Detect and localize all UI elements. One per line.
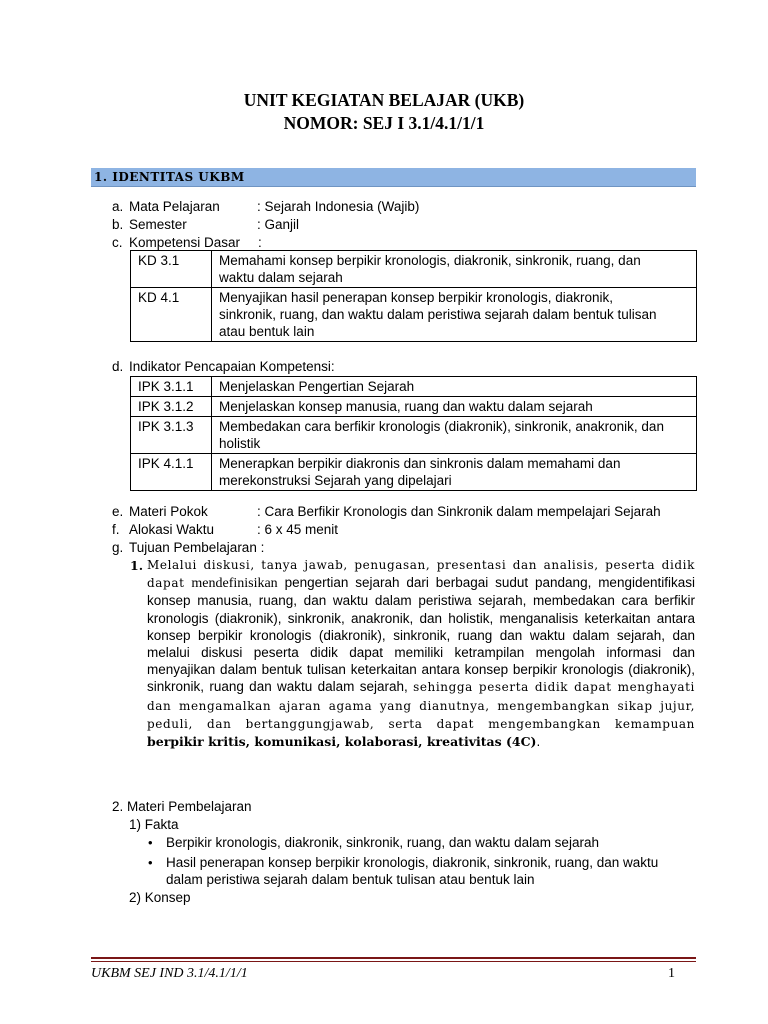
item-marker: g. (112, 540, 124, 555)
document-title: UNIT KEGIATAN BELAJAR (UKB) (243, 90, 525, 110)
subheading-fakta: 1) Fakta (129, 817, 179, 832)
table-row (131, 397, 697, 417)
goal-text-d: sehingga peserta didik dapat menghayati dan mengamalkan ajaran agama yang dianutnya, mengembangkan sikap jujur, peduli, dan bertanggungjawab, serta dapat mengembangkan kemampuan (147, 680, 695, 731)
kd-line: waktu dalam sejarah (219, 270, 343, 285)
table-row (131, 454, 697, 491)
ipk-code: IPK 3.1.2 (131, 397, 212, 417)
table-row (131, 377, 697, 397)
item-value: : Ganjil (257, 217, 300, 232)
item-label: Tujuan Pembelajaran : (129, 540, 265, 555)
ipk-table (130, 376, 697, 491)
section-heading-materi: 2. Materi Pembelajaran (112, 799, 252, 814)
goal-text-e: berpikir kritis, komunikasi, kolaborasi, kreativitas (4C) (147, 734, 537, 750)
item-value: : Cara Berfikir Kronologis dan Sinkronik dalam mempelajari Sejarah (257, 504, 661, 519)
ipk-line: holistik (219, 436, 261, 451)
item-marker: c. (112, 235, 123, 250)
ipk-description (212, 417, 697, 454)
item-value: : (258, 235, 262, 250)
goal-text-c: pengertian sejarah dari berbagai sudut pandang, mengidentifikasi konsep manusia, ruang, dan waktu dalam peristiwa sejarah, membedakan cara berfikir kronologis (diakronik), sinkronik, anakronik, dan holistik, menganalisis keterkaitan antara konsep berpikir kronologis (diakronik), sinkronik, ruang dan waktu dalam sejarah, dan melalui diskusi peserta didik dapat memiliki ketrampilan mengolah informasi dan menyajikan dalam bentuk tulisan keterkaitan antara konsep berpikir kronologis (diakronik), sinkronik, ruang dan waktu dalam sejarah, (147, 575, 695, 695)
item-marker: b. (112, 217, 124, 232)
item-label: Alokasi Waktu (129, 522, 215, 537)
ipk-line: merekonstruksi Sejarah yang dipelajari (219, 473, 452, 488)
ipk-description (212, 377, 697, 397)
goal-paragraph (147, 556, 695, 750)
goal-number (130, 558, 143, 574)
footer-divider-thin (91, 961, 696, 962)
item-label: Mata Pelajaran (129, 199, 220, 214)
ipk-description (212, 454, 697, 491)
kd-description (212, 288, 697, 342)
bullet-icon: • (148, 835, 153, 850)
subheading-konsep: 2) Konsep (129, 890, 191, 905)
goal-number-text: 1. (130, 558, 144, 573)
footer-document-code: UKBM SEJ IND 3.1/4.1/1/1 (91, 966, 248, 981)
table-row (131, 288, 697, 342)
footer-divider (91, 957, 696, 959)
ipk-code: IPK 3.1.3 (131, 417, 212, 454)
kd-line: Memahami konsep berpikir kronologis, diakronik, sinkronik, ruang, dan (219, 253, 641, 268)
item-marker: a. (112, 199, 124, 214)
kd-line: atau bentuk lain (219, 324, 315, 339)
item-marker: e. (112, 504, 124, 519)
goal-text-a: Melalui diskusi, tanya jawab, penugasan, presentasi dan analisis, peserta didik dapat (147, 558, 695, 591)
ipk-description (212, 397, 697, 417)
kd-table (130, 250, 697, 342)
section-heading-identitas: 1. IDENTITAS UKBM (91, 168, 696, 187)
list-item-continuation: dalam peristiwa sejarah dalam bentuk tulisan atau bentuk lain (166, 872, 535, 887)
kd-line: sinkronik, ruang, dan waktu dalam peristiwa sejarah dalam bentuk tulisan (219, 307, 657, 322)
table-row (131, 417, 697, 454)
list-item-text: Hasil penerapan konsep berpikir kronologis, diakronik, sinkronik, ruang, dan waktu (166, 855, 659, 870)
goal-text-f: . (536, 734, 541, 750)
ipk-line: Menjelaskan konsep manusia, ruang dan waktu dalam sejarah (219, 399, 593, 414)
list-item-text: Berpikir kronologis, diakronik, sinkronik, ruang, dan waktu dalam sejarah (166, 835, 599, 850)
ipk-code: IPK 4.1.1 (131, 454, 212, 491)
item-label: Kompetensi Dasar (129, 235, 241, 250)
page-number: 1 (668, 966, 675, 981)
item-label: Indikator Pencapaian Kompetensi: (129, 359, 335, 374)
ipk-line: Menerapkan berpikir diakronis dan sinkronis dalam memahami dan (219, 456, 621, 471)
item-label: Semester (129, 217, 187, 232)
bullet-icon: • (148, 855, 153, 870)
kd-code: KD 3.1 (131, 251, 212, 288)
item-value: : Sejarah Indonesia (Wajib) (257, 199, 420, 214)
ipk-code: IPK 3.1.1 (131, 377, 212, 397)
kd-description (212, 251, 697, 288)
ipk-line: Membedakan cara berfikir kronologis (diakronik), sinkronik, anakronik, dan (219, 419, 664, 434)
goal-text-b: mendefinisikan (191, 576, 278, 592)
item-marker: f. (112, 522, 120, 537)
item-value: : 6 x 45 menit (257, 522, 339, 537)
table-row (131, 251, 697, 288)
ipk-line: Menjelaskan Pengertian Sejarah (219, 379, 415, 394)
item-marker: d. (112, 359, 124, 374)
document-number: NOMOR: SEJ I 3.1/4.1/1/1 (283, 113, 485, 133)
kd-line: Menyajikan hasil penerapan konsep berpikir kronologis, diakronik, (219, 290, 613, 305)
kd-code: KD 4.1 (131, 288, 212, 342)
item-label: Materi Pokok (129, 504, 208, 519)
